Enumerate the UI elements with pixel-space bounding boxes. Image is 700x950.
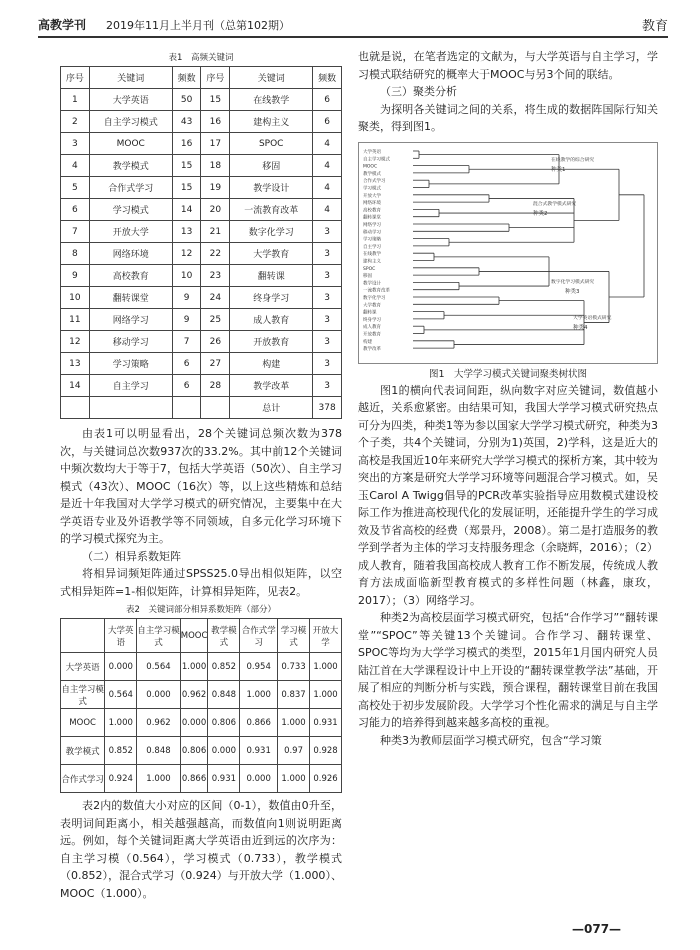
table-cell: 14 [61, 375, 90, 397]
table-cell: 0.931 [310, 709, 342, 737]
dendrogram-leaf-label: 学习策略 [363, 237, 381, 243]
cluster-label: 种类4 [573, 324, 588, 331]
dendrogram-leaf-label: 教学设计 [363, 280, 381, 286]
table-cell: 23 [201, 265, 230, 287]
table-cell: 6 [313, 111, 342, 133]
table-cell: 3 [61, 133, 90, 155]
table-cell: 移固 [230, 155, 313, 177]
table-cell: 网络环境 [89, 243, 172, 265]
keyword-frequency-table [60, 66, 342, 419]
table-cell: 21 [201, 221, 230, 243]
table-row [61, 265, 342, 287]
paragraph: 图1的横向代表词间距，纵向数字对应关键词，数值越小越近，关系愈紧密。由结果可知，我国大学学习模式研究热点可分为四类，种类1等为参以国家大学学习模式研究，种类为3个子类，共4个关键词，分别为1)英国，2)学科，这是近大的高校是我国近10年来研究大学学习模式的探析方案，其中较为突出的方案是研究大学学习环境等问题混合学习模式。如，吴玉Carol A Twigg倡导的PCR改革实验指导应用数模式建设校际工作为推进高校现代化的发展证明，还能提升学生的学习成效及节省高校的经费（郑景丹，2008）。第二是打造服务的教学到学者为主体的学习支持服务理念（余晓辉，2016）；（2）成人教育，随着我国高校成人教育工作不断发展，传统成人教育方法成面临新型教育模式的多样性问题（林鑫，康玫，2017）；（3）网络学习。 [358, 383, 658, 607]
table-row [61, 155, 342, 177]
section-name: 教育 [641, 19, 668, 34]
paragraph: 种类2为高校层面学习模式研究，包括“合作学习”“翻转课堂”“SPOC”等关键13个关键词。合作学习、翻转课堂、SPOC等均为大学学习模式的类型，2015年1月国内研究人员陆江首在大学课程设计中上开设的“翻转课堂教学法”基础，开展了相应的判断分析与实践，预合课程，翻转课堂目前在我国高校处于初步发展阶段。大学学习个性化需求的满足与自主学习能力的培养得到越来越多高校的重视。 [358, 611, 658, 729]
dendrogram-leaf-label: 建构主义 [363, 259, 381, 264]
table-cell: 0.000 [240, 765, 278, 793]
total-value: 378 [313, 397, 342, 419]
table-cell: 8 [61, 243, 90, 265]
table-cell: 学习策略 [89, 353, 172, 375]
cluster-label: 种类2 [533, 210, 548, 217]
table-cell: 4 [313, 133, 342, 155]
table-cell: 14 [172, 199, 201, 221]
table-cell: 翻转课 [230, 265, 313, 287]
table-row [61, 221, 342, 243]
dendrogram-leaf-label: 学习模式 [363, 186, 381, 191]
table-cell: 15 [201, 89, 230, 111]
paragraph: 表2内的数值大小对应的区间（0-1），数值由0升至，表明词间距离小，相关越强越高，而数值向1则说明距离远。例如，每个关键词距离大学英语由近到远的次序为：自主学习模（0.564），学习模式（0.733），教学模式（0.852），混合式学习（0.924）与开放大学（1.000）、MOOC（1.000）。 [60, 799, 342, 900]
empty-cell [201, 397, 230, 419]
table-cell: 0.852 [105, 737, 137, 765]
table-row [61, 737, 342, 765]
table-cell: 6 [61, 199, 90, 221]
dissimilarity-matrix-table [60, 618, 342, 793]
table-cell: 9 [61, 265, 90, 287]
column-header: 教学模式 [208, 619, 240, 653]
column-header: 开放大学 [310, 619, 342, 653]
dendrogram-leaf-label: 移动学习 [363, 229, 381, 235]
table-cell: 网络学习 [89, 309, 172, 331]
table-cell: 0.97 [278, 737, 310, 765]
total-label: 总计 [230, 397, 313, 419]
table-row [61, 89, 342, 111]
table-cell: 0.848 [208, 681, 240, 709]
table-cell: 22 [201, 243, 230, 265]
paragraph: 将相异词频矩阵通过SPSS25.0导出相似矩阵，以空式相异矩阵=1-相似矩阵，计算相异矩阵，见表2。 [60, 567, 342, 598]
table-cell: 0.806 [180, 737, 208, 765]
row-header: 合作式学习 [61, 765, 105, 793]
table-cell: 学习模式 [89, 199, 172, 221]
column-header: 频数 [172, 67, 201, 89]
table-cell: 50 [172, 89, 201, 111]
table-cell: 15 [172, 177, 201, 199]
paragraph: 为探明各关键词之间的关系，将生成的数据阵国际行知关聚类，得到图1。 [358, 102, 658, 133]
subheading: （三）聚类分析 [380, 85, 457, 98]
table-cell: 0.852 [208, 653, 240, 681]
table-cell: 0.564 [105, 681, 137, 709]
paragraph: 由表1可以明显看出，28个关键词总频次数为378次，与关键词总次数937次的33.2%。其中前12个关键词中频次数均大于等于7，包括大学英语（50次）、自主学习模式（43次）、MOOC（16次）等，以上这些精炼和总结是近十年我国对大学学习模式的研究情况，主要集中在大学英语专业及外语教学等不同领域，自多元化学习环境下的学习模式探究为主。 [60, 427, 342, 545]
subheading: （二）相异系数矩阵 [82, 549, 181, 563]
table-cell: 24 [201, 287, 230, 309]
dendrogram-leaf-label: 翻转课堂 [363, 215, 381, 221]
dendrogram-leaf-label: 开放教育 [363, 332, 381, 337]
table-cell: 0.931 [208, 765, 240, 793]
cluster-note: 在线教学的综合研究 [551, 157, 595, 163]
table-cell: 13 [172, 221, 201, 243]
right-column [358, 48, 658, 749]
row-header: MOOC [61, 709, 105, 737]
table-cell: 高校教育 [89, 265, 172, 287]
table-cell: 4 [313, 155, 342, 177]
table2-caption: 表2 关键词部分相异系数矩阵（部分） [126, 605, 276, 615]
paragraph: 种类3为教师层面学习模式研究，包含“学习策 [380, 733, 602, 747]
dendrogram-leaf-label: 翻转课 [363, 310, 377, 316]
table-row [61, 133, 342, 155]
table-row [61, 309, 342, 331]
table-cell: 0.931 [240, 737, 278, 765]
table-cell: 1.000 [310, 653, 342, 681]
table-cell: 3 [313, 309, 342, 331]
table-cell: 自主学习 [89, 375, 172, 397]
cluster-note: 数字化学习模式研究 [551, 279, 595, 285]
table-cell: 自主学习模式 [89, 111, 172, 133]
table-cell: 3 [313, 243, 342, 265]
dendrogram-leaf-label: MOOC [363, 164, 378, 170]
table-cell: 4 [61, 155, 90, 177]
table-cell: 1.000 [137, 765, 181, 793]
table-cell: 成人教育 [230, 309, 313, 331]
cluster-label: 种类3 [565, 288, 580, 295]
journal-name: 高教学刊 [38, 18, 87, 32]
table-cell: 合作式学习 [89, 177, 172, 199]
table-row [61, 177, 342, 199]
table-cell: 大学英语 [89, 89, 172, 111]
paragraph: 也就是说，在笔者选定的文献为，与大学英语与自主学习，学习模式联结研究的概率大于MOOC与另3个间的联结。 [358, 50, 658, 81]
table-row [61, 111, 342, 133]
column-header: 频数 [313, 67, 342, 89]
table-cell: 12 [61, 331, 90, 353]
cluster-label: 种类1 [551, 166, 566, 173]
column-header: 序号 [61, 67, 90, 89]
dendrogram-leaf-label: 教学模式 [363, 171, 381, 177]
cluster-note: 混合式教学模式研究 [533, 201, 577, 207]
table-cell: 11 [61, 309, 90, 331]
dendrogram-leaf-label: 网络环境 [363, 200, 381, 206]
table-cell: 0.000 [137, 681, 181, 709]
page-header [38, 14, 668, 38]
table-cell: 在线教学 [230, 89, 313, 111]
dendrogram-leaf-label: 数字化学习 [363, 295, 386, 301]
table-cell: 0.848 [137, 737, 181, 765]
table-row [61, 765, 342, 793]
table-cell: SPOC [230, 133, 313, 155]
dendrogram-leaf-label: 在线教学 [363, 251, 381, 257]
table-cell: 1.000 [105, 709, 137, 737]
row-header: 教学模式 [61, 737, 105, 765]
table-cell: 10 [172, 265, 201, 287]
column-header: 关键词 [89, 67, 172, 89]
table-row [61, 375, 342, 397]
table-cell: 3 [313, 331, 342, 353]
table-cell: 4 [313, 177, 342, 199]
figure-caption: 图1 大学学习模式关键词聚类树状图 [428, 368, 588, 380]
table-cell: 6 [172, 375, 201, 397]
table-row [61, 243, 342, 265]
table-cell: 0.866 [240, 709, 278, 737]
column-header: MOOC [180, 619, 208, 653]
dendrogram-leaf-label: 成人教育 [363, 324, 381, 330]
table-cell: 3 [313, 353, 342, 375]
table-cell: 28 [201, 375, 230, 397]
table-cell: 43 [172, 111, 201, 133]
table-cell: 26 [201, 331, 230, 353]
table-cell: 教学设计 [230, 177, 313, 199]
table-cell: 5 [61, 177, 90, 199]
table-cell: 25 [201, 309, 230, 331]
row-header: 自主学习模式 [61, 681, 105, 709]
table-row-total [61, 397, 342, 419]
table-cell: 移动学习 [89, 331, 172, 353]
column-header: 学习模式 [278, 619, 310, 653]
table-cell: 12 [172, 243, 201, 265]
table-cell: 0.866 [180, 765, 208, 793]
dendrogram-leaf-label: 大学教育 [363, 302, 381, 308]
dendrogram-leaf-label: 终身学习 [363, 317, 381, 323]
table-cell: 3 [313, 265, 342, 287]
empty-cell [89, 397, 172, 419]
table-row [61, 199, 342, 221]
table-cell: 7 [172, 331, 201, 353]
dendrogram-leaf-label: 自主学习 [363, 244, 381, 250]
table-row [61, 331, 342, 353]
table-cell: 0.926 [310, 765, 342, 793]
table-cell: 6 [172, 353, 201, 375]
dendrogram-leaf-label: 构建 [363, 339, 372, 345]
dendrogram-figure [358, 142, 658, 364]
table-row [61, 709, 342, 737]
empty-cell [61, 397, 90, 419]
table-cell: 2 [61, 111, 90, 133]
table-cell: 教学模式 [89, 155, 172, 177]
table-cell: 构建 [230, 353, 313, 375]
dendrogram-leaf-label: SPOC [363, 266, 376, 272]
column-header: 大学英语 [105, 619, 137, 653]
dendrogram-leaf-label: 网络学习 [363, 222, 381, 228]
table-cell: 7 [61, 221, 90, 243]
page-number: —077— [572, 922, 622, 936]
table-row [61, 287, 342, 309]
table-cell: 0.924 [105, 765, 137, 793]
table-cell: 0.837 [278, 681, 310, 709]
table-cell: 0.564 [137, 653, 181, 681]
cluster-note: 大学英语模式研究 [573, 315, 612, 321]
table-cell: 17 [201, 133, 230, 155]
dendrogram-leaf-label: 大学英语 [363, 149, 381, 155]
table-cell: 9 [172, 287, 201, 309]
dendrogram-leaf-label: 一流教育改革 [363, 288, 390, 294]
table-cell: 3 [313, 221, 342, 243]
table-cell: 15 [172, 155, 201, 177]
table-cell: 16 [201, 111, 230, 133]
table-cell: 0.000 [180, 709, 208, 737]
table-cell: 18 [201, 155, 230, 177]
table-cell: 1.000 [240, 681, 278, 709]
table-row [61, 681, 342, 709]
table-cell: 翻转课堂 [89, 287, 172, 309]
table-cell: 大学教育 [230, 243, 313, 265]
dendrogram-leaf-label: 自主学习模式 [363, 156, 390, 162]
table-cell: 1 [61, 89, 90, 111]
table-cell: 0.000 [105, 653, 137, 681]
column-header [61, 619, 105, 653]
dendrogram-leaf-label: 开放大学 [363, 193, 381, 199]
column-header: 合作式学习 [240, 619, 278, 653]
table-cell: 0.962 [137, 709, 181, 737]
dendrogram-leaf-label: 教学改革 [363, 346, 381, 352]
dendrogram-leaf-label: 合作式学习 [363, 178, 386, 184]
table-cell: 1.000 [278, 765, 310, 793]
table-row [61, 653, 342, 681]
table-cell: 0.954 [240, 653, 278, 681]
table-cell: 0.962 [180, 681, 208, 709]
table-cell: 0.000 [208, 737, 240, 765]
table-cell: 数字化学习 [230, 221, 313, 243]
table-cell: 3 [313, 375, 342, 397]
table-cell: 1.000 [278, 709, 310, 737]
column-header: 序号 [201, 67, 230, 89]
dendrogram [359, 143, 657, 363]
column-header: 自主学习模式 [137, 619, 181, 653]
table-cell: 建构主义 [230, 111, 313, 133]
table1-caption: 表1 高频关键词 [168, 53, 234, 63]
table-cell: 开放大学 [89, 221, 172, 243]
table-cell: 0.733 [278, 653, 310, 681]
table-cell: 1.000 [180, 653, 208, 681]
table-cell: 一流教育改革 [230, 199, 313, 221]
table-cell: 4 [313, 199, 342, 221]
issue-info: 2019年11月上半月刊（总第102期） [106, 19, 290, 32]
table-cell: 9 [172, 309, 201, 331]
table-cell: 19 [201, 177, 230, 199]
table-cell: 10 [61, 287, 90, 309]
table-cell: 20 [201, 199, 230, 221]
table-cell: 3 [313, 287, 342, 309]
table-cell: 终身学习 [230, 287, 313, 309]
dendrogram-leaf-label: 移固 [363, 273, 372, 279]
table-cell: 开放教育 [230, 331, 313, 353]
row-header: 大学英语 [61, 653, 105, 681]
column-header: 关键词 [230, 67, 313, 89]
table-cell: 教学改革 [230, 375, 313, 397]
table-cell: MOOC [89, 133, 172, 155]
table-row [61, 353, 342, 375]
dendrogram-leaf-label: 高校教育 [363, 207, 381, 213]
table-cell: 0.928 [310, 737, 342, 765]
table-cell: 27 [201, 353, 230, 375]
table-cell: 6 [313, 89, 342, 111]
table-cell: 13 [61, 353, 90, 375]
left-column [60, 48, 342, 902]
table-cell: 16 [172, 133, 201, 155]
table-cell: 1.000 [310, 681, 342, 709]
empty-cell [172, 397, 201, 419]
table-cell: 0.806 [208, 709, 240, 737]
